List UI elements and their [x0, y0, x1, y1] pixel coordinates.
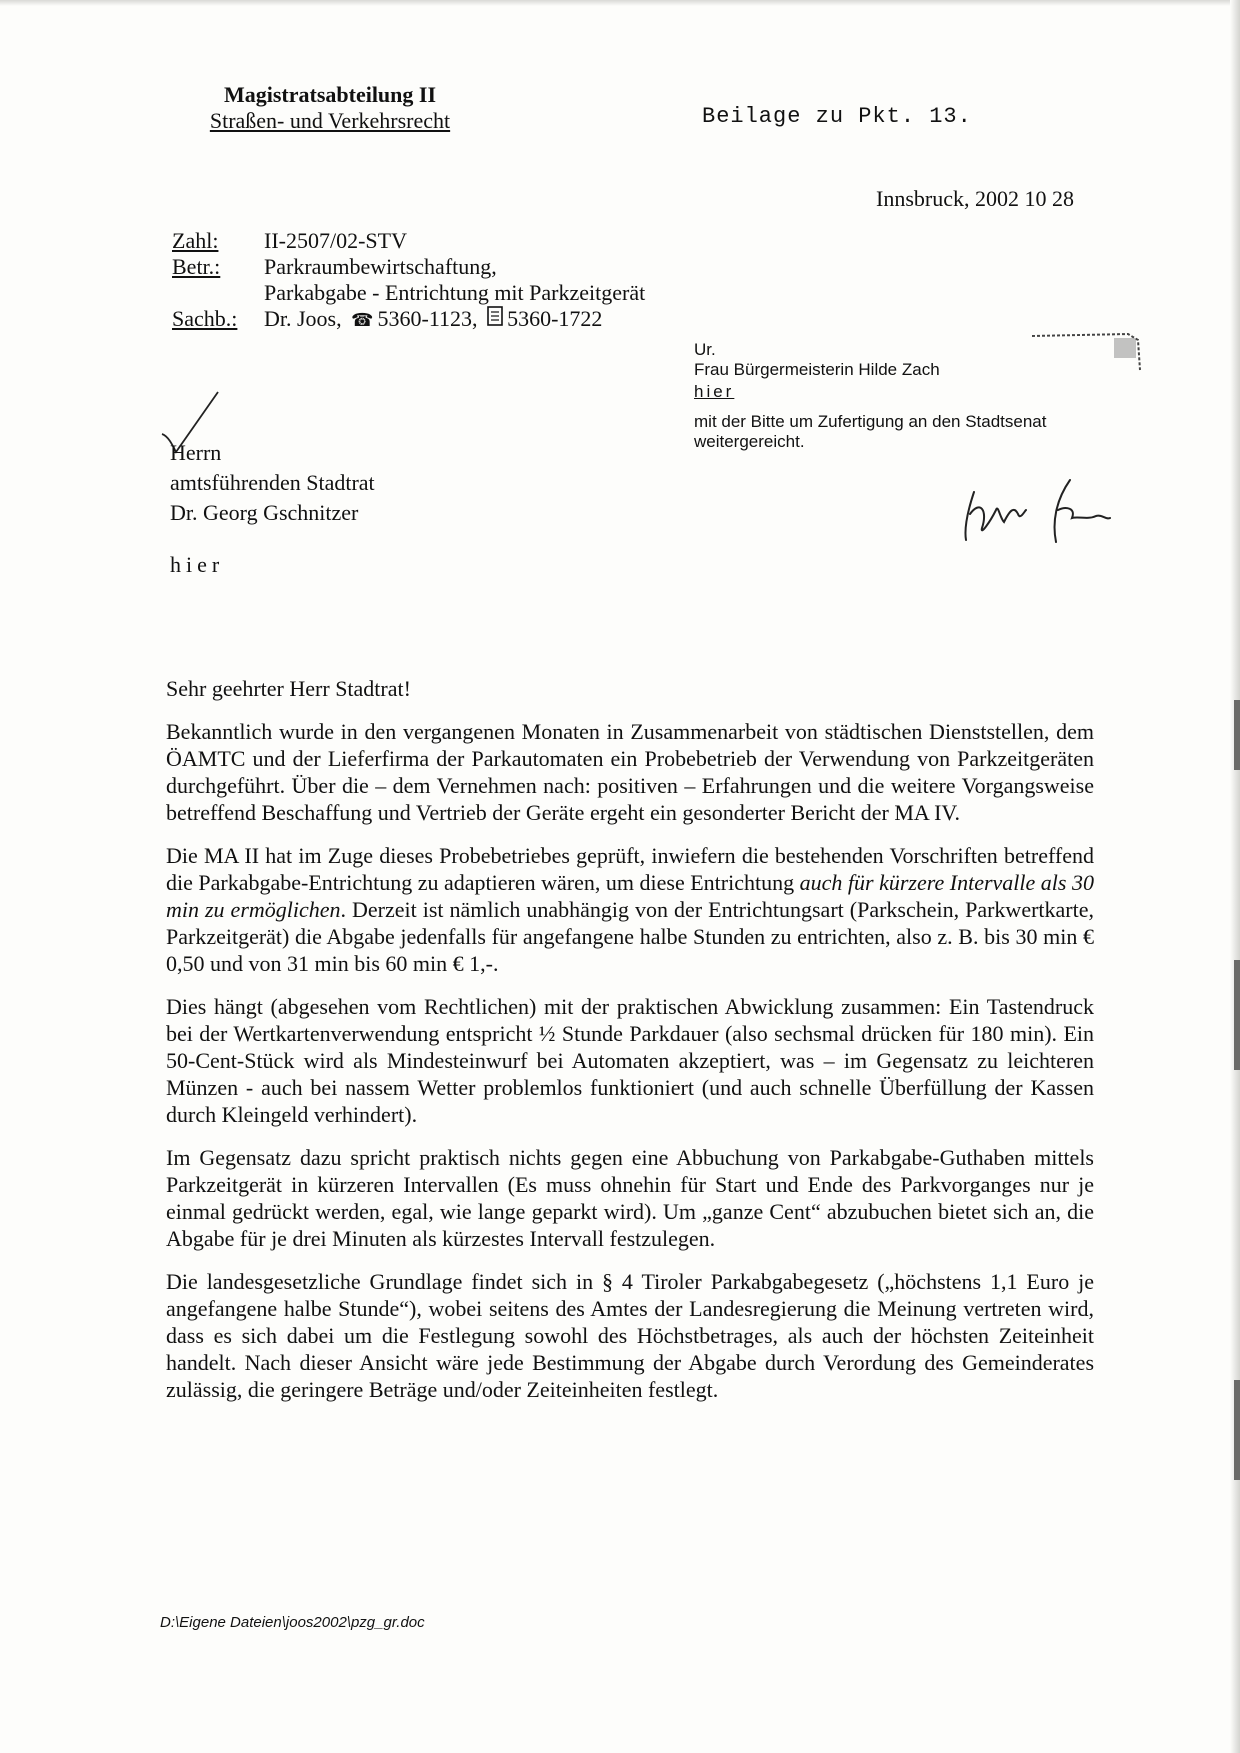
- betr-line-2: Parkabgabe - Entrichtung mit Parkzeitgerät: [264, 280, 646, 305]
- paragraph-2: Die MA II hat im Zuge dieses Probebetriebes geprüft, inwiefern die bestehenden Vorschriften betreffend die Parkabgabe-Entrichtung zu adaptieren wären, um diese Entrichtung auch für kürzere Intervalle als 30 min zu ermöglichen. Derzeit ist nämlich unabhängig von der Entrichtungsart (Parkschein, Parkwertkarte, Parkzeitgerät) die Abgabe jedenfalls für angefangene halbe Stunden zu entrichten, also z. B. bis 30 min € 0,50 und von 31 min bis 60 min € 1,-.: [166, 843, 1094, 976]
- reference-block: [172, 228, 645, 334]
- fax-number: 5360-1722: [507, 306, 603, 331]
- department-name: Magistratsabteilung II: [223, 82, 437, 107]
- stamp-mark: [1030, 318, 1142, 378]
- scan-edge: [0, 0, 1240, 6]
- attachment-note: Beilage zu Pkt. 13.: [702, 104, 972, 129]
- stamp-line-5: weitergereicht.: [694, 432, 805, 451]
- handwritten-signature: [960, 470, 1140, 550]
- scan-mark: [1234, 960, 1240, 1070]
- department-header: [0, 82, 660, 134]
- stamp-line-4: mit der Bitte um Zufertigung an den Stadtsenat: [694, 412, 1047, 431]
- recipient-line-2: amtsführenden Stadtrat: [170, 470, 375, 495]
- paragraph-1: Bekanntlich wurde in den vergangenen Monaten in Zusammenarbeit von städtischen Dienststellen, dem ÖAMTC und der Lieferfirma der Parkautomaten ein Probebetrieb der Verwendung von Parkzeitgeräten durchgeführt. Über die – dem Vernehmen nach: positiven – Erfahrungen und die weitere Vorgangsweise betreffend Beschaffung und Vertrieb der Geräte ergeht ein gesonderter Bericht der MA IV.: [166, 719, 1094, 825]
- scan-edge: [1230, 0, 1240, 1753]
- file-path: D:\Eigene Dateien\joos2002\pzg_gr.doc: [160, 1614, 425, 1631]
- scan-mark: [1234, 700, 1240, 770]
- place-date: Innsbruck, 2002 10 28: [876, 186, 1074, 211]
- phone-icon: ☎: [351, 310, 374, 331]
- stamp-line-1: Ur.: [694, 340, 716, 359]
- fax-icon: [487, 306, 503, 334]
- sachb-name: Dr. Joos,: [264, 306, 342, 331]
- zahl-label: Zahl:: [172, 228, 219, 253]
- stamp-line-2: Frau Bürgermeisterin Hilde Zach: [694, 360, 940, 379]
- sachb-label: Sachb.:: [172, 306, 238, 331]
- reference-row-sachb: [172, 306, 645, 334]
- recipient-address: [170, 438, 375, 528]
- stamp-line-3: hier: [694, 382, 735, 401]
- betr-label: Betr.:: [172, 254, 221, 279]
- emphasis: auch für kürzere Intervalle als 30 min zu ermöglichen: [166, 870, 1094, 922]
- division-name: Straßen- und Verkehrsrecht: [209, 108, 451, 133]
- betr-line-1: Parkraumbewirtschaftung,: [264, 254, 497, 279]
- salutation: Sehr geehrter Herr Stadtrat!: [166, 676, 411, 701]
- zahl-value: II-2507/02-STV: [264, 228, 407, 253]
- recipient-hier: hier: [170, 552, 225, 577]
- reference-row-zahl: [172, 228, 645, 254]
- forwarding-stamp: [694, 340, 1046, 452]
- paragraph-4: Im Gegensatz dazu spricht praktisch nichts gegen eine Abbuchung von Parkabgabe-Guthaben mittels Parkzeitgerät in kürzeren Intervallen (Es muss ohnehin für Start und Ende des Parkvorganges nur je einmal gedrückt werden, egal, wie lange geparkt wird). Um „ganze Cent“ abzubuchen bietet sich an, die Abgabe für je drei Minuten als kürzestes Intervall festzulegen.: [166, 1145, 1094, 1251]
- letter-body: [166, 718, 1094, 1419]
- scan-mark: [1234, 1380, 1240, 1480]
- recipient-line-1: Herrn: [170, 440, 222, 465]
- phone-number: 5360-1123,: [377, 306, 478, 331]
- paragraph-3: Dies hängt (abgesehen vom Rechtlichen) mit der praktischen Abwicklung zusammen: Ein Tastendruck bei der Wertkartenverwendung entspricht ½ Stunde Parkdauer (also sechsmal drücken für 180 min). Ein 50-Cent-Stück wird als Mindesteinwurf bei Automaten akzeptiert, was – im Gegensatz zu leichteren Münzen - auch bei nassem Wetter problemlos funktioniert (und auch schnelle Überfüllung der Kassen durch Kleingeld verhindert).: [166, 994, 1094, 1127]
- reference-row-betr: [172, 254, 645, 280]
- recipient-line-3: Dr. Georg Gschnitzer: [170, 500, 359, 525]
- paragraph-5: Die landesgesetzliche Grundlage findet sich in § 4 Tiroler Parkabgabegesetz („höchstens 1,1 Euro je angefangene halbe Stunde“), wobei seitens des Amtes der Landesregierung die Meinung vertreten wird, dass es sich dabei um die Festlegung sowohl des Höchstbetrages, als auch der höchsten Zeiteinheit handelt. Nach dieser Ansicht wäre jede Bestimmung der Abgabe durch Verordung des Gemeinderates zulässig, die geringere Beträge und/oder Zeiteinheiten festlegt.: [166, 1269, 1094, 1402]
- reference-row-betr-2: [172, 280, 645, 306]
